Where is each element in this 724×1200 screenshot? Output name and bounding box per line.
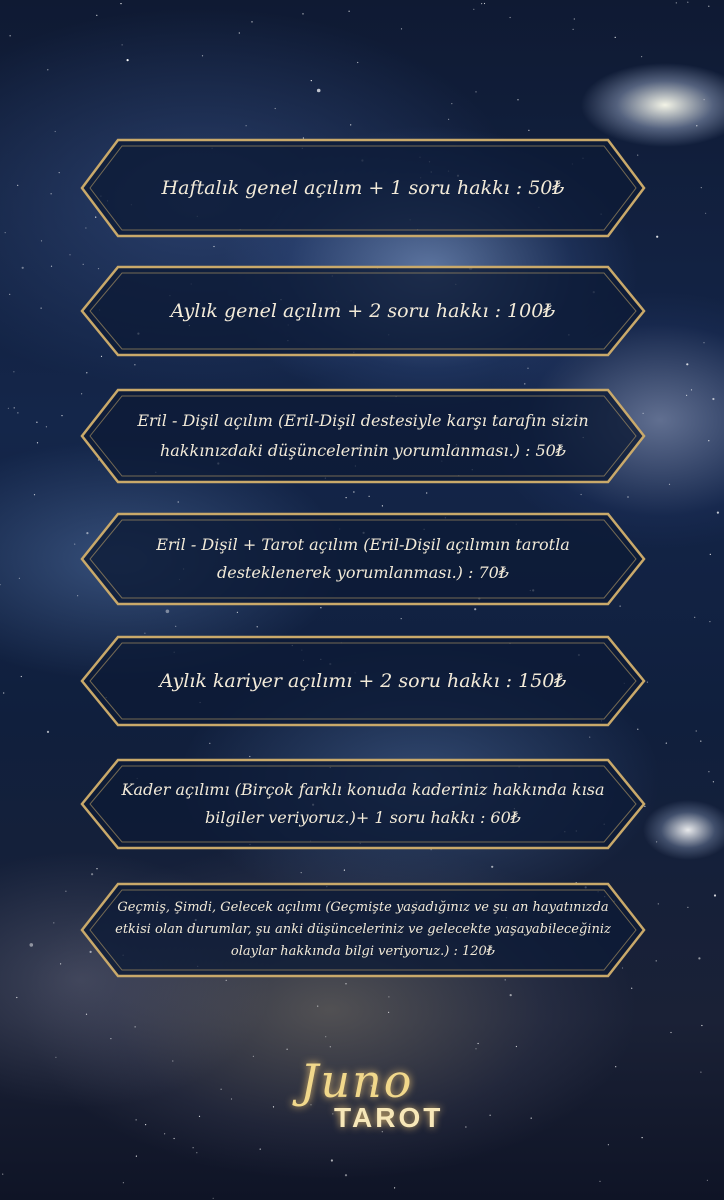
star [209,743,210,744]
star [589,737,590,738]
star [669,484,670,485]
star [573,29,574,30]
star [311,80,312,81]
star [670,1032,671,1033]
star [388,1012,389,1013]
star [524,383,525,384]
star [91,873,93,875]
star [317,89,321,93]
star [46,426,47,427]
star [353,491,354,492]
star [19,578,20,579]
star [687,2,688,3]
star [174,1138,175,1139]
star [701,187,702,188]
star [2,1174,3,1175]
star [21,676,22,677]
star [136,1156,137,1157]
star [700,741,701,742]
star [221,1089,222,1090]
star [123,1182,124,1183]
star [382,505,383,506]
star [708,440,709,441]
star [13,371,14,372]
star [51,193,52,194]
star [122,44,123,45]
star [120,3,121,4]
star [260,1149,261,1150]
star [213,246,214,247]
star [47,731,49,733]
star [69,254,70,255]
star [642,1137,643,1138]
star [51,266,52,267]
star [178,501,179,502]
service-item-eril-disil-tarot [78,510,648,608]
star [491,866,493,868]
star [694,617,695,618]
star [528,130,529,131]
star [527,368,528,369]
service-item-monthly [78,263,648,359]
star [710,554,711,555]
star [61,415,62,416]
star [239,32,240,33]
star [135,1026,136,1027]
star [213,1198,214,1199]
service-item-eril-disil [78,386,648,486]
star [475,91,476,92]
star [55,131,56,132]
star [172,1060,173,1061]
star [37,442,38,443]
service-item-destiny [78,756,648,852]
star [5,232,6,233]
star [401,618,402,619]
star [481,3,482,4]
star [202,55,203,56]
star [196,1152,197,1153]
star [615,1066,616,1067]
star [273,1106,274,1107]
star [199,1116,200,1117]
star [166,610,170,614]
star [345,1174,347,1176]
star [713,781,714,782]
star [136,1119,137,1120]
star [676,2,677,3]
star [14,407,15,408]
star [658,903,659,904]
star [631,988,632,989]
star [401,28,402,29]
star [53,922,54,923]
star [687,907,688,908]
star [134,364,135,365]
star [350,124,351,125]
star [357,62,358,63]
star [581,494,582,495]
star [709,621,710,622]
star [516,1046,517,1047]
star [231,1098,232,1099]
star [86,1014,87,1015]
service-text: Aylık genel açılım + 2 soru hakkı : 100₺ [170,300,556,322]
service-item-career [78,633,648,729]
star [17,185,18,186]
star [608,1144,609,1145]
star [698,957,700,959]
star [36,422,37,423]
star [237,612,238,613]
brand-logo [290,1040,490,1160]
star [388,996,389,997]
star [251,21,252,22]
star [656,960,657,961]
star [599,1181,600,1182]
star [701,1025,702,1026]
star [257,626,258,627]
star [349,11,350,12]
service-item-past-present-future [78,880,648,980]
star [708,771,709,772]
star [641,56,642,57]
star [55,1057,56,1058]
star [346,497,347,498]
star [59,172,60,173]
star [510,17,511,18]
star [86,372,87,373]
star [10,35,11,36]
star [705,213,706,214]
star [666,743,667,744]
logo-tarot-text: TAROT [334,1102,444,1133]
star [34,494,35,495]
star [484,3,485,4]
star [60,963,61,964]
star [696,730,697,731]
star [574,18,575,19]
star [451,103,452,104]
star [473,9,474,10]
star [0,584,1,585]
star [717,511,719,513]
star [65,891,66,892]
star [127,59,129,61]
star [394,1187,395,1188]
star [17,412,18,413]
star [302,13,303,14]
star [301,872,302,873]
star [704,99,705,100]
star [712,398,714,400]
star [531,1118,532,1119]
service-text: Aylık kariyer açılımı + 2 soru hakkı : 150₺ [159,670,567,692]
star [426,492,427,493]
star [193,1147,194,1148]
star [30,943,34,947]
star [708,6,709,7]
star [707,1180,708,1181]
star [287,1049,288,1050]
star [9,294,10,295]
service-text: Geçmiş, Şimdi, Gelecek açılımı (Geçmişte yaşadığınız ve şu an hayatınızda etkisi olan durumlar, şu anki düşünceleriniz ve gelecekte yaşayabileceğiniz olaylar hakkında bilgi veriyoruz.) : 120₺ [115,900,611,959]
service-item-weekly [78,136,648,240]
star [448,119,449,120]
star [615,37,616,38]
star [700,1072,701,1073]
star [325,1036,326,1037]
star [47,69,48,70]
star [703,342,704,343]
star [3,692,4,693]
star [145,1124,146,1125]
star [317,1006,318,1007]
star [686,395,687,396]
star [110,1038,111,1039]
star [22,267,24,269]
star [74,544,75,545]
star [691,389,692,390]
star [344,870,345,871]
star [164,1133,165,1134]
service-text: Eril - Dişil + Tarot açılım (Eril-Dişil açılımın tarotla desteklenerek yorumlanması.) : 70₺ [156,535,570,582]
star [696,125,697,126]
star [474,608,476,610]
star [275,108,276,109]
star [656,841,657,842]
star [369,496,370,497]
logo-script-text: Juno [300,1054,414,1108]
star [41,240,42,241]
service-text: Eril - Dişil açılım (Eril-Dişil destesiyle karşı tarafın sizin hakkınızdaki düşüncelerinin yorumlanması.) : 50₺ [137,411,589,460]
star [246,125,247,126]
star [96,15,97,16]
service-text: Haftalık genel açılım + 1 soru hakkı : 50₺ [161,177,565,199]
star [175,626,176,627]
star [253,1056,254,1057]
star [510,994,512,996]
star [96,868,97,869]
star [41,308,42,309]
star [8,408,9,409]
star [656,236,658,238]
star [517,99,518,100]
star [16,997,17,998]
star [627,496,628,497]
star [686,363,688,365]
star [345,983,346,984]
service-text: Kader açılımı (Birçok farklı konuda kaderiniz hakkında kısa bilgiler veriyoruz.)+ 1 soru hakkı : 60₺ [121,780,605,827]
star [714,894,716,896]
